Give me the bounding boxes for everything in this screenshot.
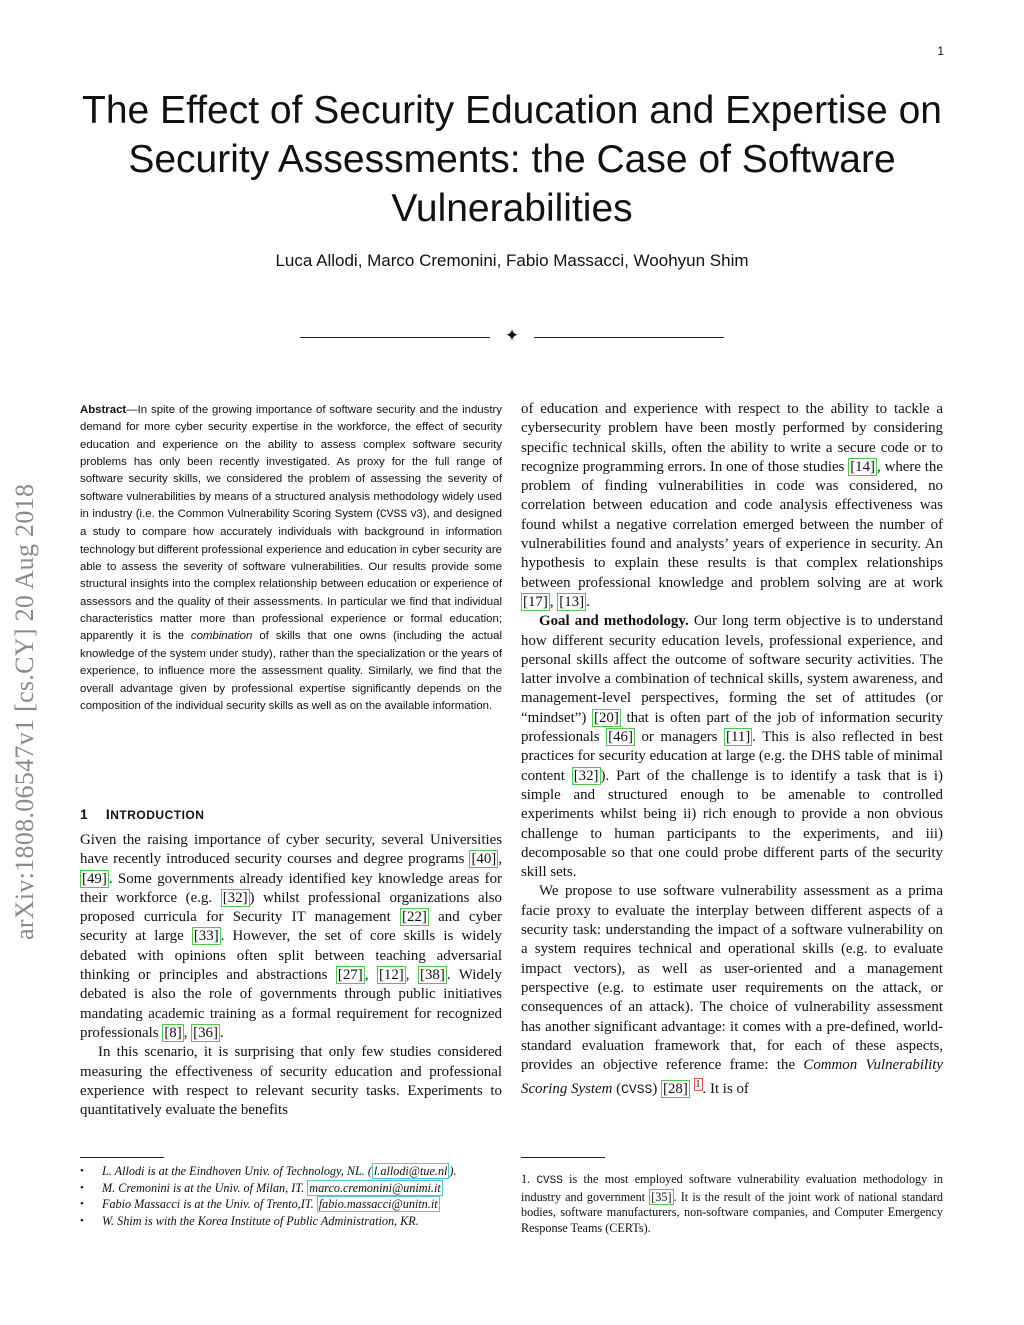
citation-link[interactable]: [13]	[559, 593, 585, 610]
section-title-initial: I	[105, 806, 111, 822]
affiliation-item: • Fabio Massacci is at the Univ. of Trento,IT. fabio.massacci@unitn.it	[80, 1197, 438, 1211]
citation-link[interactable]: [35]	[651, 1189, 672, 1204]
right-column-body	[521, 400, 943, 1100]
affiliation-item: • W. Shim is with the Korea Institute of Public Administration, KR.	[80, 1213, 419, 1228]
citation-link[interactable]: [8]	[164, 1024, 182, 1041]
abstract-text: —In spite of the growing importance of software security and the industry demand for more cyber security expertise in the workforce, the effect of security education and experience on the ability to assess complex software security problems has only been recently investigated. As proxy for the full range of software security skills, we considered the problem of assessing the severity of software vulnerabilities by means of a structured analysis methodology widely used in industry (i.e. the Common Vulnerability Scoring System (	[80, 404, 502, 521]
footnote-rule	[521, 1157, 605, 1158]
paragraph: In this scenario, it is surprising that only few studies considered measuring the effectiveness of security education and professional experience with respect to relevant security tasks. Experiments to quantitatively evaluate the benefits	[80, 1044, 502, 1119]
section-title: NTRODUCTION	[110, 808, 205, 822]
star-ornament-icon: ✦	[504, 326, 520, 345]
cvss-acronym: CVSS	[379, 509, 408, 522]
citation-link[interactable]: [46]	[608, 729, 633, 746]
footnote-rule	[80, 1157, 164, 1158]
author-list: Luca Allodi, Marco Cremonini, Fabio Massacci, Woohyun Shim	[275, 251, 749, 270]
bullet-icon: •	[80, 1181, 84, 1194]
section-heading-introduction	[80, 806, 204, 822]
footnote-number: 1.	[521, 1172, 531, 1186]
citation-link[interactable]: [36]	[193, 1024, 218, 1041]
abstract	[80, 402, 502, 715]
page-number: 1	[937, 44, 944, 58]
abstract-text: of skills that one owns (including the actual knowledge of the system under study), rather than the specialization or the years of experience, to influence more the assessment quality. Similarly, we find that the overall advantage given by professional expertise significantly depends on the composition of the individual security skills as well as on the available information.	[80, 630, 502, 712]
footnote-link[interactable]: 1	[695, 1079, 701, 1091]
citation-link[interactable]: [14]	[850, 458, 876, 475]
citation-link[interactable]: [40]	[471, 851, 497, 868]
bullet-icon: •	[80, 1198, 84, 1210]
citation-link[interactable]: [32]	[222, 889, 248, 906]
abstract-emphasis: combination	[190, 630, 253, 643]
cvss-acronym: CVSS	[621, 1082, 653, 1098]
footnote: 1. CVSS is the most employed software vulnerability evaluation methodology in industry and government [35] . It is the result of the joint work of national standard bodies, software manufacturers, non-software companies, and Computer Emergency Response Teams (CERTs).	[521, 1172, 944, 1235]
paragraph: Given the raising importance of cyber security, several Universities have recently introduced security courses and degree programs [40] , [49] . Some governments already identified key knowledge areas for their workforce (e.g. [32] ) whilst professional organizations also proposed curricula for Security IT management [22] and cyber security at large [33] . However, the set of core skills is widely debated with opinions often split between teaching adversarial thinking or principles and abstractions [27] , [12] , [38] . Widely debated is also the role of governments through public initiatives mandating academic training as a formal requirement for recognized professionals [8] , [36] .	[80, 832, 502, 1041]
abstract-text: v3), and designed a study to compare how accurately individuals with background in information technology but different professional experience and education in cyber security are able to assess the severity of software vulnerabilities. Our results provide some structural insights into the complex relationship between education or experience of assessors and the quality of their assessments. In particular we find that individual characteristics matter more than professional experience or formal education; apparently it is the	[80, 508, 502, 643]
abstract-label: Abstract	[80, 404, 127, 416]
citation-link[interactable]: [27]	[337, 967, 363, 984]
paragraph: We propose to use software vulnerability assessment as a prima facie proxy to evaluate the interplay between different aspects of a security task: understanding the impact of a software vulnerability on a system requires technical and operational skills (e.g. to evaluate impact vectors), as well as user-oriented and a management perspective (e.g. to estimate user requirements on the attack, or consequences of an attack). The choice of vulnerability assessment has another significant advantage: it comes with a pre-defined, world- standard evaluation framework that, for each of these aspects, provides an objective reference frame: the Common Vulnerability Scoring System (CVSS) [28] $^1$ . It is of	[521, 883, 943, 1098]
paper-title: The Effect of Security Education and Expertise on Security Assessments: the Case of Software Vulnerabilities	[82, 89, 942, 230]
emphasis: Common Vulnerability Scoring System	[521, 1057, 943, 1098]
bullet-icon: •	[80, 1165, 84, 1177]
paragraph: of education and experience with respect to the ability to tackle a cybersecurity problem have been mostly performed by considering specific technical skills, often the ability to write a secure code or to recognize programming errors. In one of those studies [14] , where the problem of finding vulnerabilities in code was considered, no correlation between education and code analysis effectiveness was found whilst a negative correlation emerged between the number of vulnerabilities found and analysts’ years of experience in security. An hypothesis to explain these results is that complex relationships between professional knowledge and problem solving are at work [17] , [13] .	[521, 401, 943, 610]
citation-link[interactable]: [49]	[82, 870, 107, 887]
introduction-body	[80, 831, 502, 1120]
citation-link[interactable]: [33]	[193, 928, 219, 945]
paragraph: Goal and methodology. Our long term objective is to understand how different security education levels, professional experience, and personal skills affect the outcome of software security activities. The latter involve a combination of technical skills, system awareness, and management-level perspectives, forming the set of attitudes (or “mindset”) [20] that is often part of the job of information security professionals [46] or managers [11] . This is also reflected in best practices for security education at large (e.g. the DHS table of minimal content [32] ). Part of the challenge is to identify a task that is i) simple and structured enough to be amenable to controlled experiments whilst being ii) rich enough to provide a non obvious challenge to human participants to the experiments, and iii) decomposable so that one could probe different parts of the security skill sets.	[521, 613, 943, 881]
divider-line-right	[534, 337, 724, 338]
cvss-acronym: CVSS	[536, 1175, 563, 1187]
citation-link[interactable]: [11]	[726, 729, 751, 746]
bullet-icon: •	[80, 1214, 84, 1227]
email-link[interactable]: fabio.massacci@unitn.it	[318, 1197, 438, 1211]
citation-link[interactable]: [17]	[523, 593, 548, 610]
citation-link[interactable]: [32]	[573, 767, 599, 784]
divider-line-left	[300, 337, 490, 338]
citation-link[interactable]: [22]	[402, 909, 427, 926]
citation-link[interactable]: [20]	[594, 709, 619, 726]
citation-link[interactable]: [38]	[420, 967, 445, 984]
section-divider	[300, 326, 724, 346]
affiliation-item: • L. Allodi is at the Eindhoven Univ. of Technology, NL. ( l.allodi@tue.nl ).	[80, 1164, 457, 1178]
email-link[interactable]: l.allodi@tue.nl	[373, 1164, 448, 1178]
section-number: 1	[80, 806, 89, 822]
paragraph-heading: Goal and methodology.	[539, 613, 689, 630]
citation-link[interactable]: [28]	[663, 1081, 688, 1098]
email-link[interactable]: marco.cremonini@unimi.it	[309, 1180, 441, 1195]
author-affiliations	[80, 1163, 510, 1229]
citation-link[interactable]: [12]	[378, 967, 404, 984]
affiliation-item: • M. Cremonini is at the Univ. of Milan, IT. marco.cremonini@unimi.it	[80, 1180, 441, 1195]
arxiv-identifier[interactable]: arXiv:1808.06547v1 [cs.CY] 20 Aug 2018	[10, 483, 39, 940]
